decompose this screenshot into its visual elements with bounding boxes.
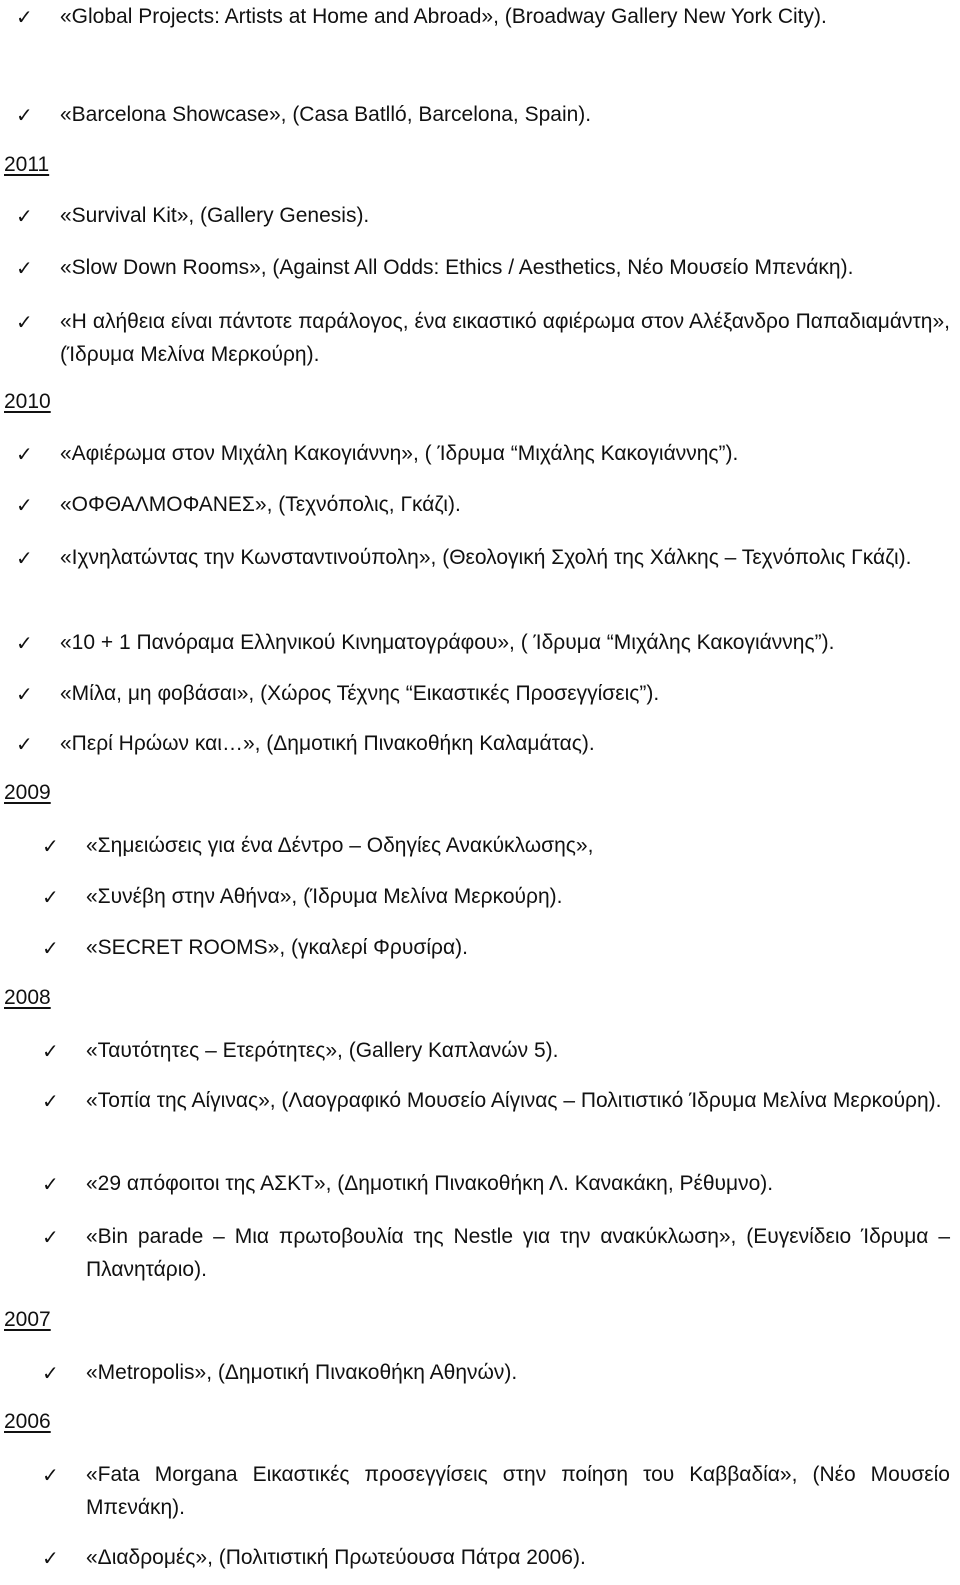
exhibition-item: «10 + 1 Πανόραμα Ελληνικού Κινηματογράφου», ( Ίδρυμα “Μιχάλης Κακογιάννης”). [60, 631, 835, 654]
exhibition-item: «Barcelona Showcase», (Casa Batlló, Barcelona, Spain). [60, 103, 592, 126]
checkmark-icon: ✓ [16, 310, 33, 334]
exhibition-item: «Fata Morgana Εικαστικές προσεγγίσεις στην ποίηση του Καββαδία», (Νέο Μουσείο Μπενάκη). [86, 1463, 950, 1519]
exhibition-item: «Διαδρομές», (Πολιτιστική Πρωτεύουσα Πάτρα 2006). [86, 1546, 586, 1569]
checkmark-icon: ✓ [42, 1225, 59, 1249]
checkmark-icon: ✓ [16, 546, 33, 570]
exhibition-item: «Slow Down Rooms», (Against All Odds: Ethics / Aesthetics, Νέο Μουσείο Μπενάκη). [60, 256, 854, 279]
year-heading: 2006 [4, 1410, 51, 1433]
checkmark-icon: ✓ [42, 1172, 59, 1196]
exhibition-item: «Η αλήθεια είναι πάντοτε παράλογος, ένα εικαστικό αφιέρωμα στον Αλέξανδρο Παπαδιαμάντη», (Ίδρυμα Μελίνα Μερκούρη). [60, 310, 950, 366]
checkmark-icon: ✓ [42, 885, 59, 909]
checkmark-icon: ✓ [16, 493, 33, 517]
exhibition-item: «SECRET ROOMS», (γκαλερί Φρυσίρα). [86, 936, 468, 959]
exhibition-item: «Global Projects: Artists at Home and Abroad», (Broadway Gallery New York City). [60, 5, 827, 28]
checkmark-icon: ✓ [16, 682, 33, 706]
checkmark-icon: ✓ [42, 834, 59, 858]
year-heading: 2008 [4, 986, 51, 1009]
exhibition-item: «Αφιέρωμα στον Μιχάλη Κακογιάννη», ( Ίδρυμα “Μιχάλης Κακογιάννης”). [60, 442, 739, 465]
checkmark-icon: ✓ [42, 1361, 59, 1385]
checkmark-icon: ✓ [42, 1463, 59, 1487]
exhibition-item: «Metropolis», (Δημοτική Πινακοθήκη Αθηνών). [86, 1361, 518, 1384]
checkmark-icon: ✓ [42, 936, 59, 960]
checkmark-icon: ✓ [42, 1546, 59, 1570]
exhibition-item: «Ιχνηλατώντας την Κωνσταντινούπολη», (Θεολογική Σχολή της Χάλκης – Τεχνόπολις Γκάζι). [60, 546, 912, 569]
exhibition-item: «Μίλα, μη φοβάσαι», (Χώρος Τέχνης “Εικαστικές Προσεγγίσεις”). [60, 682, 660, 705]
checkmark-icon: ✓ [42, 1039, 59, 1063]
checkmark-icon: ✓ [16, 442, 33, 466]
exhibition-item: «Συνέβη στην Αθήνα», (Ίδρυμα Μελίνα Μερκούρη). [86, 885, 563, 908]
checkmark-icon: ✓ [16, 631, 33, 655]
exhibition-item: «Bin parade – Μια πρωτοβουλία της Nestle για την ανακύκλωση», (Ευγενίδειο Ίδρυμα – Πλανητάριο). [86, 1225, 950, 1281]
checkmark-icon: ✓ [16, 204, 33, 228]
exhibition-item: «ΟΦΘΑΛΜΟΦΑΝΕΣ», (Τεχνόπολις, Γκάζι). [60, 493, 461, 516]
year-heading: 2011 [4, 153, 50, 176]
checkmark-icon: ✓ [16, 732, 33, 756]
exhibition-item: «Περί Ηρώων και…», (Δημοτική Πινακοθήκη Καλαμάτας). [60, 732, 595, 755]
checkmark-icon: ✓ [42, 1089, 59, 1113]
checkmark-icon: ✓ [16, 256, 33, 280]
year-heading: 2010 [4, 390, 51, 413]
checkmark-icon: ✓ [16, 5, 33, 29]
checkmark-icon: ✓ [16, 103, 33, 127]
exhibition-item: «Τοπία της Αίγινας», (Λαογραφικό Μουσείο Αίγινας – Πολιτιστικό Ίδρυμα Μελίνα Μερκούρη). [86, 1089, 942, 1112]
exhibition-item: «29 απόφοιτοι της ΑΣΚΤ», (Δημοτική Πινακοθήκη Λ. Κανακάκη, Ρέθυμνο). [86, 1172, 774, 1195]
exhibition-item: «Σημειώσεις για ένα Δέντρο – Οδηγίες Ανακύκλωσης», [86, 834, 594, 857]
year-heading: 2007 [4, 1308, 51, 1331]
exhibition-item: «Ταυτότητες – Ετερότητες», (Gallery Καπλανών 5). [86, 1039, 559, 1062]
year-heading: 2009 [4, 781, 51, 804]
exhibition-item: «Survival Kit», (Gallery Genesis). [60, 204, 370, 227]
